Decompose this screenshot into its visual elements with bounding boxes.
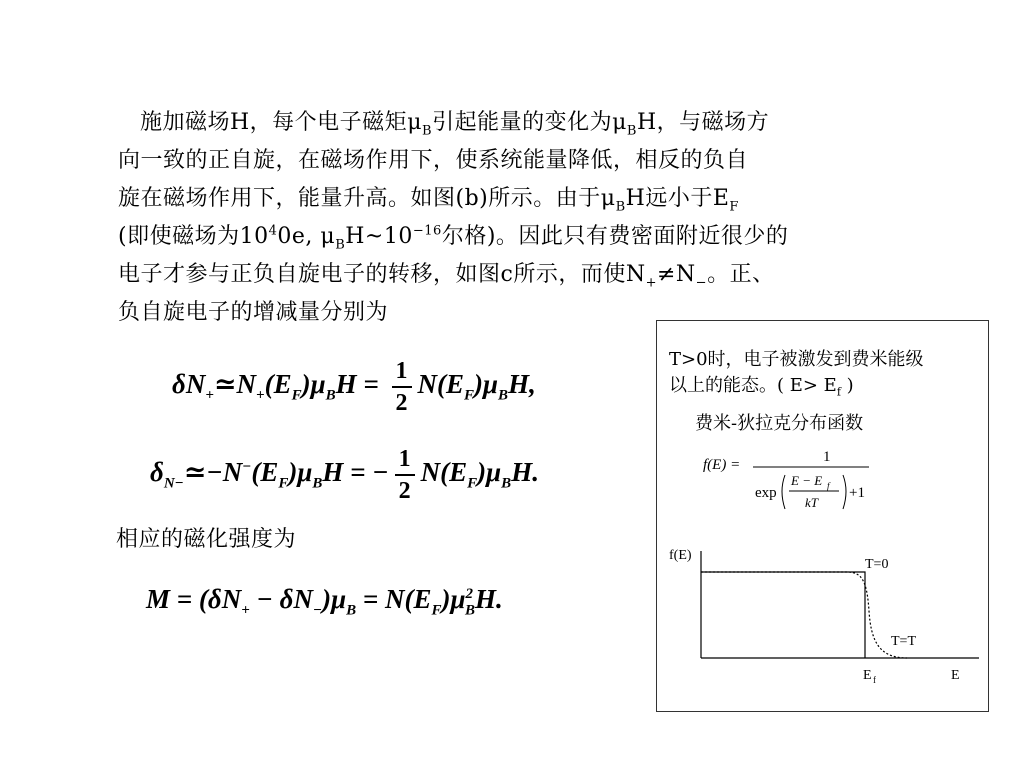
ef-sub: f bbox=[873, 675, 876, 685]
para-line3-b: H远小于E bbox=[625, 186, 730, 211]
eq2-rhs1: (E bbox=[251, 457, 279, 488]
ef-label: E bbox=[863, 668, 872, 683]
formula-rparen bbox=[843, 475, 846, 509]
eq2-mid: ≃−N bbox=[183, 457, 243, 488]
para-line1-a: 施加磁场H，每个电子磁矩 bbox=[140, 110, 408, 135]
mu-symbol: μ bbox=[600, 186, 616, 211]
eq1-mid-sub: + bbox=[256, 387, 265, 404]
eq2-lhs: δ bbox=[150, 457, 164, 488]
eq3-sub-plus: + bbox=[241, 602, 250, 619]
eq3-sub-minus: − bbox=[312, 602, 323, 619]
para-line2: 向一致的正自旋，在磁场作用下，使系统能量降低，相反的负自 bbox=[118, 148, 749, 173]
formula-svg bbox=[703, 451, 923, 521]
para-line1-b: 引起能量的变化为 bbox=[432, 110, 613, 135]
sub-plus: + bbox=[645, 275, 657, 291]
para-line5-b: ≠N bbox=[656, 262, 696, 287]
magnetization-label: 相应的磁化强度为 bbox=[116, 527, 297, 552]
fermi-distribution-graph bbox=[657, 541, 988, 711]
inset-sub-f: f bbox=[836, 385, 841, 399]
eq2-rhs3: H = − bbox=[322, 457, 389, 488]
equation-delta-n-plus bbox=[172, 356, 536, 418]
eq1-lhs: δN bbox=[172, 369, 206, 400]
eq2-rhs2: )μ bbox=[288, 457, 313, 488]
eq1-rhs1: (E bbox=[264, 369, 292, 400]
eq1-sub: + bbox=[205, 387, 214, 404]
frac-num: 1 bbox=[395, 444, 415, 476]
t0-label: T=0 bbox=[865, 557, 889, 572]
para-line4-a: (即使磁场为10 bbox=[118, 224, 269, 249]
eq1-rhs2: )μ bbox=[301, 369, 326, 400]
formula-exp: exp bbox=[755, 485, 777, 501]
eq3-d: = N(E bbox=[356, 584, 432, 614]
para-line6: 负自旋电子的增减量分别为 bbox=[118, 300, 389, 325]
eq1-tail3: H, bbox=[508, 369, 536, 400]
eq1-tail2: )μ bbox=[474, 369, 499, 400]
sup-4: 4 bbox=[268, 223, 278, 239]
tt-label: T=T bbox=[891, 634, 916, 649]
eq2-tail3: H. bbox=[511, 457, 539, 488]
fraction-half bbox=[392, 356, 412, 418]
inset-line1: T>0时，电子被激发到费米能级 bbox=[669, 349, 924, 370]
eq-sub-b: B bbox=[501, 475, 512, 492]
fermi-dirac-formula bbox=[703, 451, 923, 526]
para-line5-a: 电子才参与正负自旋电子的转移，如图c所示，而使N bbox=[118, 262, 646, 287]
equation-delta-n-minus bbox=[150, 444, 539, 506]
frac-num: 1 bbox=[392, 356, 412, 388]
para-line4-b: 0e, bbox=[277, 224, 313, 249]
formula-inner-den: kT bbox=[805, 495, 818, 510]
para-line1-c: H，与磁场方 bbox=[636, 110, 770, 135]
eq2-sup: − bbox=[242, 459, 252, 476]
frac-den: 2 bbox=[398, 478, 411, 504]
para-line5-c: 。正、 bbox=[707, 262, 775, 287]
formula-inner-sub: f bbox=[827, 481, 830, 491]
e-axis-label: E bbox=[951, 668, 960, 683]
eq1-rhs3: H = bbox=[335, 369, 386, 400]
main-paragraph bbox=[118, 104, 918, 332]
formula-num: 1 bbox=[823, 451, 831, 465]
para-line4-c: H~10 bbox=[345, 224, 413, 249]
equation-magnetization bbox=[146, 584, 503, 619]
sup-minus16: −16 bbox=[412, 223, 442, 239]
sub-f: F bbox=[729, 199, 739, 215]
eq-sub-f: F bbox=[467, 475, 478, 492]
mu-symbol: μ bbox=[407, 110, 422, 135]
eq-sub-b: B bbox=[325, 387, 336, 404]
inset-title: 费米-狄拉克分布函数 bbox=[695, 413, 864, 434]
eq-sub-b: B bbox=[465, 602, 476, 619]
eq-sub-b: B bbox=[346, 602, 357, 619]
y-axis-label: f(E) bbox=[669, 548, 692, 563]
eq2-tail2: )μ bbox=[477, 457, 502, 488]
fraction-half bbox=[395, 444, 415, 506]
inset-line2-a: 以上的能态。( E> E bbox=[669, 375, 837, 396]
eq-sub-f: F bbox=[431, 602, 442, 619]
eq3-f: H. bbox=[475, 584, 503, 614]
para-line3-a: 旋在磁场作用下，能量升高。如图(b)所示。由于 bbox=[118, 186, 601, 211]
eq3-a: M = (δN bbox=[146, 584, 242, 614]
t0-step-curve bbox=[701, 572, 865, 658]
sub-b: B bbox=[335, 237, 346, 253]
eq-sub-b: B bbox=[498, 387, 509, 404]
sub-b: B bbox=[615, 199, 626, 215]
formula-inner-num: E − E bbox=[791, 473, 823, 488]
eq-sub-f: F bbox=[278, 475, 289, 492]
eq2-sub: N− bbox=[163, 475, 184, 492]
mu-symbol: μ bbox=[320, 224, 336, 249]
eq1-mid: ≃N bbox=[213, 369, 257, 400]
eq3-sup-2: 2 bbox=[465, 586, 474, 602]
eq3-c: )μ bbox=[322, 584, 347, 614]
inset-line2-b: ) bbox=[840, 375, 854, 396]
eq-sub-b: B bbox=[312, 475, 323, 492]
eq3-e: )μ bbox=[441, 584, 466, 614]
eq3-b: − δN bbox=[249, 584, 313, 614]
sub-minus: − bbox=[695, 275, 708, 291]
inset-description bbox=[669, 347, 987, 406]
eq1-tail1: N(E bbox=[417, 369, 465, 400]
formula-lparen bbox=[782, 475, 785, 509]
tt-smooth-curve bbox=[701, 572, 907, 658]
formula-lhs: f(E) = bbox=[703, 457, 741, 473]
sub-b: B bbox=[626, 123, 637, 139]
frac-den: 2 bbox=[395, 390, 408, 416]
eq-sub-f: F bbox=[464, 387, 475, 404]
fermi-dirac-inset bbox=[656, 320, 989, 712]
eq-sub-f: F bbox=[291, 387, 302, 404]
para-line4-d: 尔格)。因此只有费密面附近很少的 bbox=[441, 224, 789, 249]
eq2-tail1: N(E bbox=[420, 457, 468, 488]
mu-symbol: μ bbox=[612, 110, 627, 135]
formula-plus1: +1 bbox=[849, 485, 865, 501]
sub-b: B bbox=[422, 123, 433, 139]
